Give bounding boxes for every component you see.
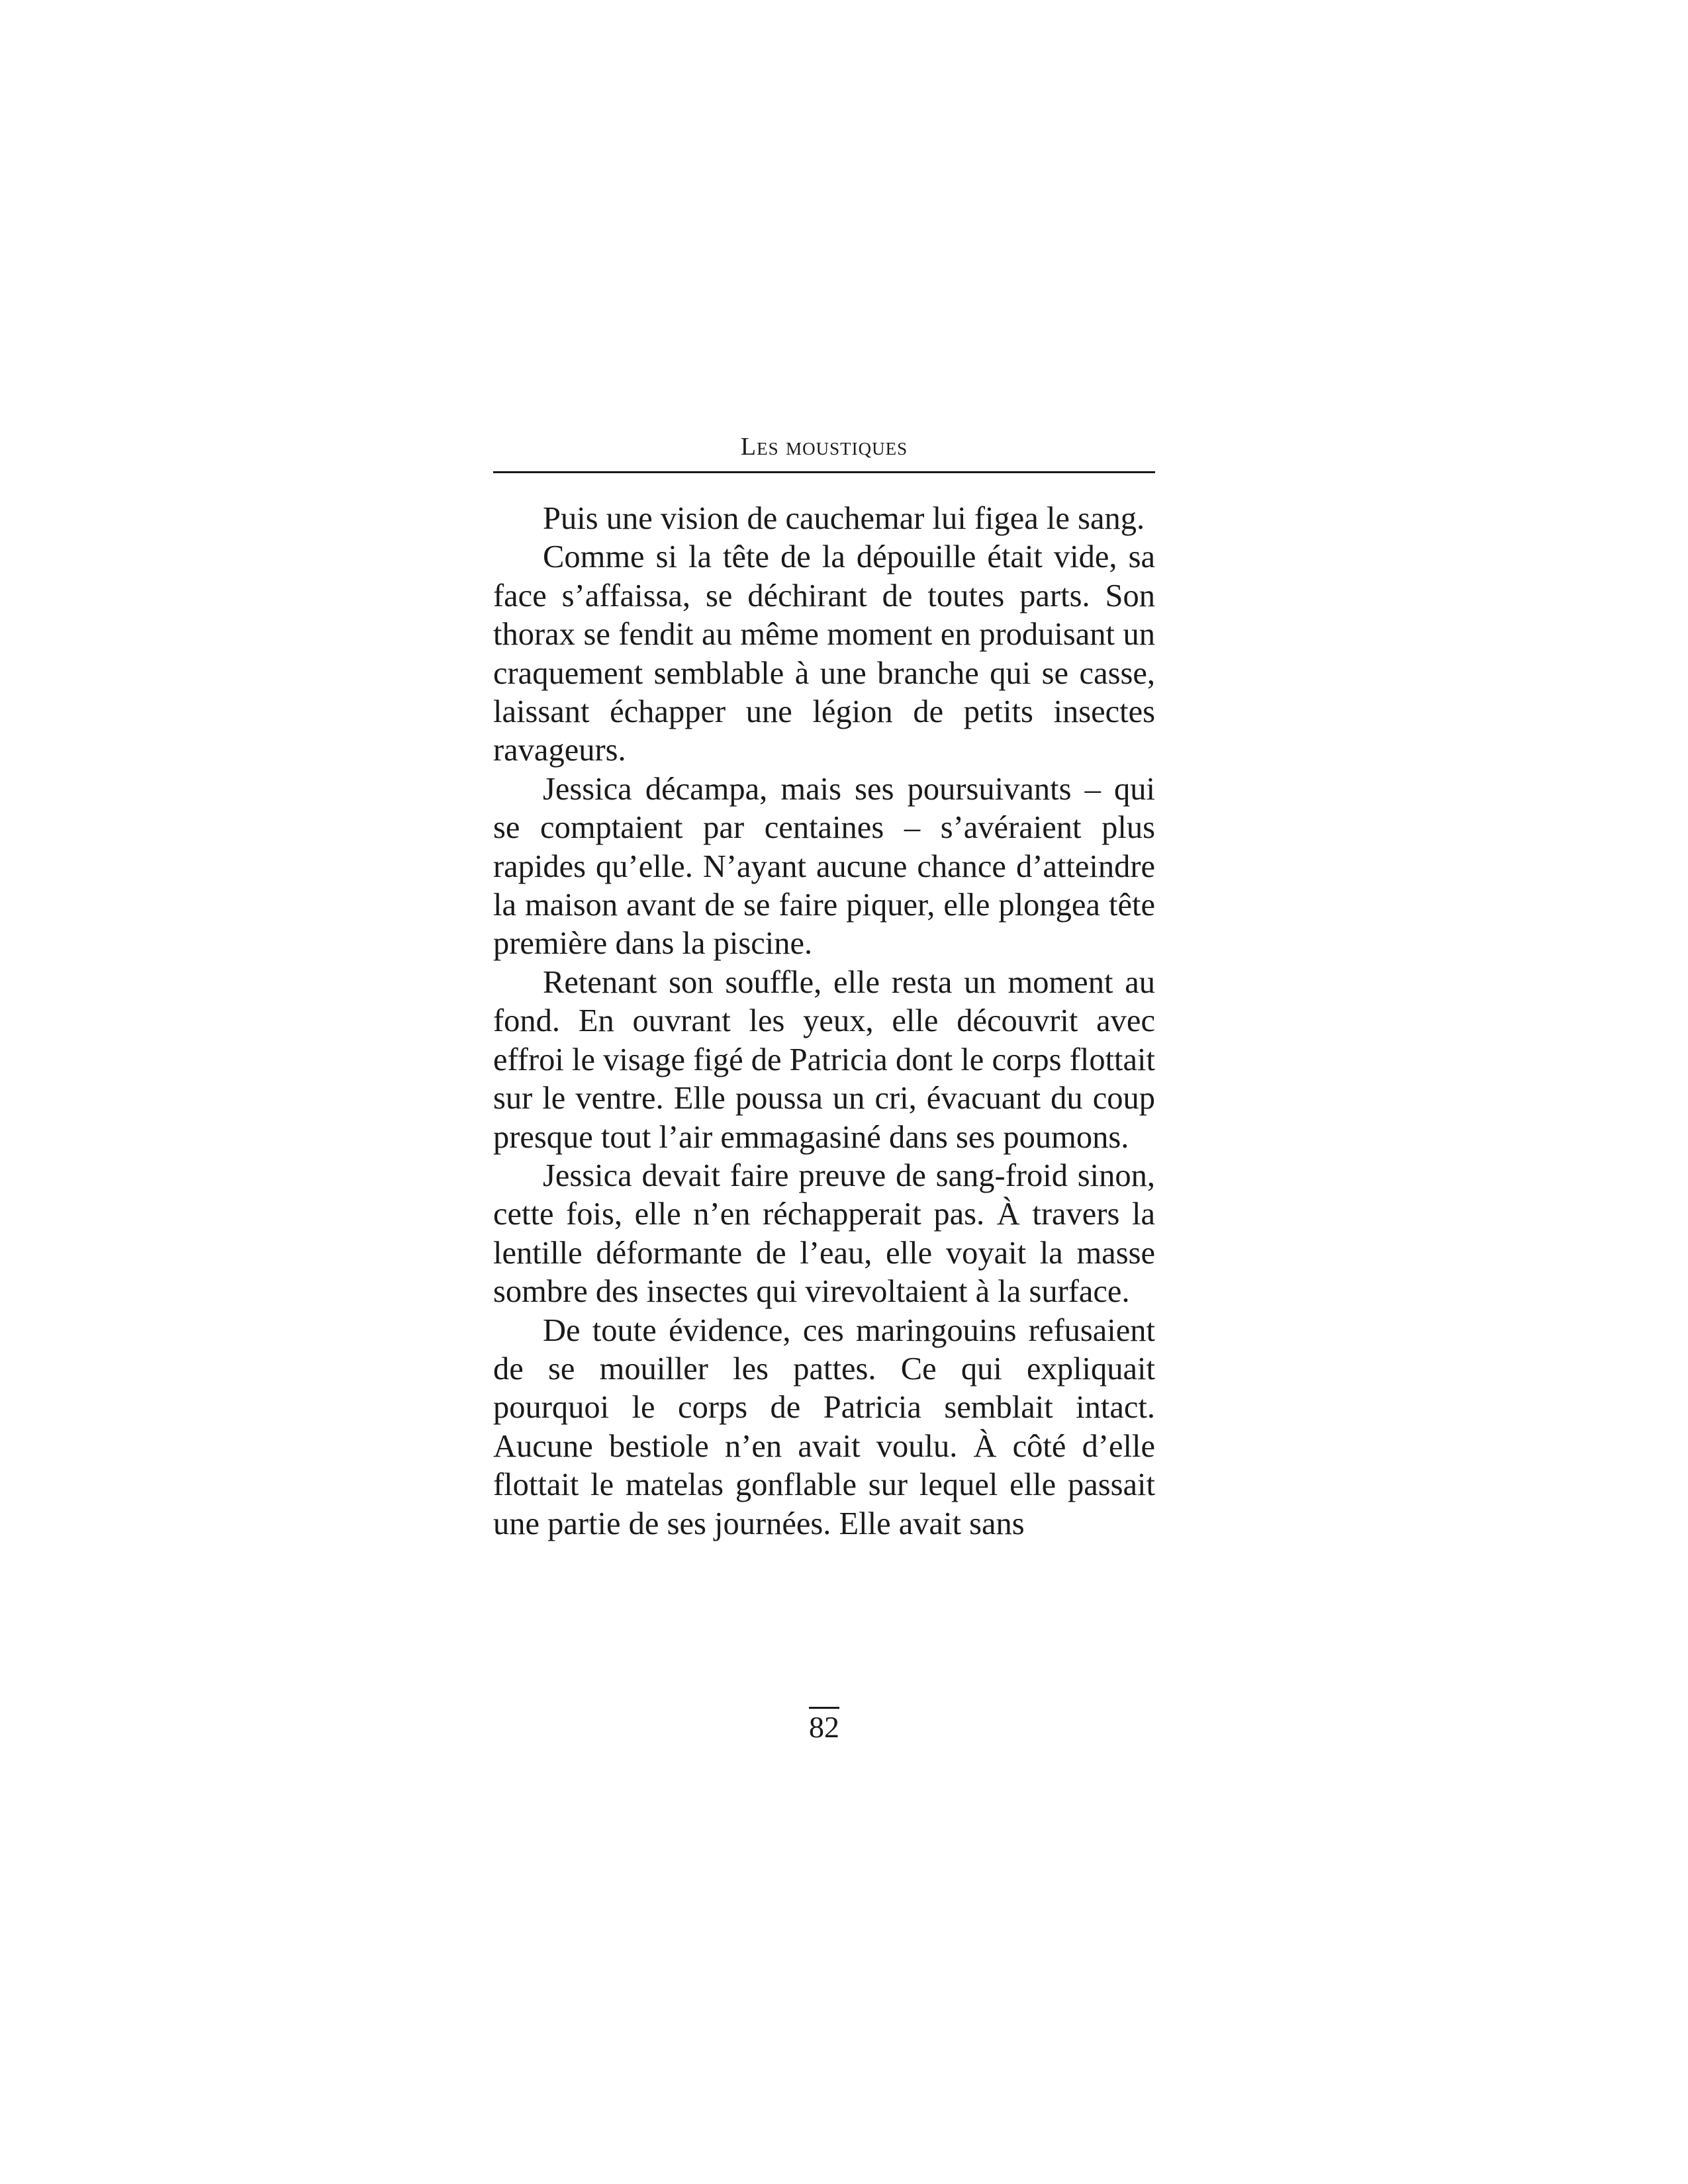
running-title: Les moustiques [740, 433, 908, 461]
paragraph: Puis une vision de cauchemar lui figea le sang. [543, 501, 1145, 536]
paragraph: Jessica décampa, mais ses poursuivants – qui se comptaient par centaines – s’avéraient plus rapides qu’elle. N’ayant aucune chance d’atteindre la maison avant de se faire piquer, elle plongea tête première dans la piscine. [493, 771, 1155, 962]
page-content [493, 430, 1155, 1744]
paragraph: Comme si la tête de la dépouille était vide, sa face s’affaissa, se déchirant de toutes parts. Son thorax se fendit au même moment en produisant un craquement semblable à une branche qui se casse, laissant échapper une légion de petits insectes ravageurs. [493, 539, 1155, 768]
paragraph: De toute évidence, ces maringouins refusaient de se mouiller les pattes. Ce qui expliquait pourquoi le corps de Patricia semblait intact. Aucune bestiole n’en avait voulu. À côté d’elle flottait le matelas gonflable sur lequel elle passait une partie de ses journées. Elle avait sans [493, 1312, 1155, 1541]
body-text [493, 500, 1155, 1543]
page-number: 82 [809, 1707, 839, 1745]
paragraph: Jessica devait faire preuve de sang-froid sinon, cette fois, elle n’en réchapperait pas. À travers la lentille déformante de l’eau, elle voyait la masse sombre des insectes qui virevoltaient à la surface. [493, 1158, 1155, 1310]
running-header [493, 430, 1155, 463]
paragraph: Retenant son souffle, elle resta un moment au fond. En ouvrant les yeux, elle découvrit avec effroi le visage figé de Patricia dont le corps flottait sur le ventre. Elle poussa un cri, évacuant du coup presque tout l’air emmagasiné dans ses poumons. [493, 964, 1155, 1155]
header-rule [493, 471, 1155, 473]
page-footer [493, 1707, 1155, 1745]
